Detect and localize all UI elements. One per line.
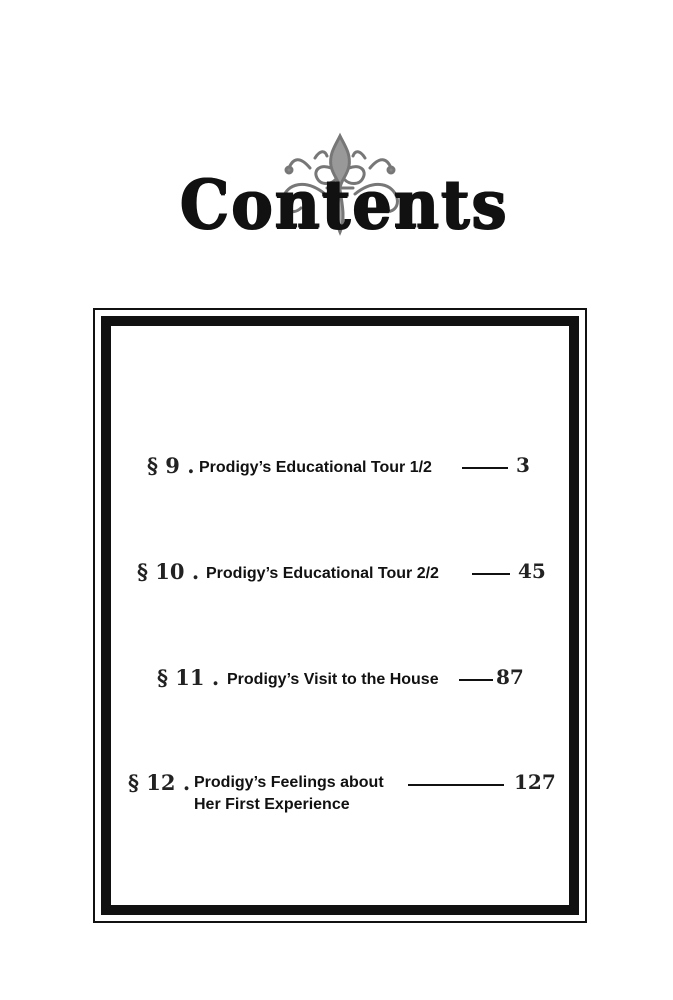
page-number: 87 xyxy=(496,665,524,689)
chapter-title-line: Prodigy’s Educational Tour 1/2 xyxy=(199,459,432,476)
chapter-title xyxy=(206,563,439,585)
dot-leader xyxy=(472,573,510,575)
page-number: 45 xyxy=(518,559,546,583)
chapter-title-line: Her First Experience xyxy=(194,796,350,813)
title-block xyxy=(180,128,509,248)
chapter-title xyxy=(227,669,439,691)
chapter-title-line: Prodigy’s Educational Tour 2/2 xyxy=(206,565,439,582)
section-number: § 10 . xyxy=(137,559,200,584)
section-number: § 9 . xyxy=(147,453,195,478)
section-number: § 12 . xyxy=(128,770,191,795)
page-number: 3 xyxy=(516,453,530,477)
toc-frame xyxy=(93,308,587,923)
section-number: § 11 . xyxy=(157,665,220,690)
toc-list xyxy=(111,326,569,905)
chapter-title-line: Prodigy’s Feelings about xyxy=(194,774,384,791)
chapter-title xyxy=(199,457,432,479)
toc-entry xyxy=(157,665,537,695)
toc-entry xyxy=(137,559,557,589)
toc-entry xyxy=(147,453,547,483)
dot-leader xyxy=(459,679,493,681)
toc-frame-border xyxy=(101,316,579,915)
page-title: Contents xyxy=(180,165,509,244)
page-number: 127 xyxy=(514,770,556,794)
dot-leader xyxy=(462,467,508,469)
chapter-title xyxy=(194,772,384,816)
dot-leader xyxy=(408,784,504,786)
toc-entry xyxy=(128,770,568,822)
chapter-title-line: Prodigy’s Visit to the House xyxy=(227,671,439,688)
